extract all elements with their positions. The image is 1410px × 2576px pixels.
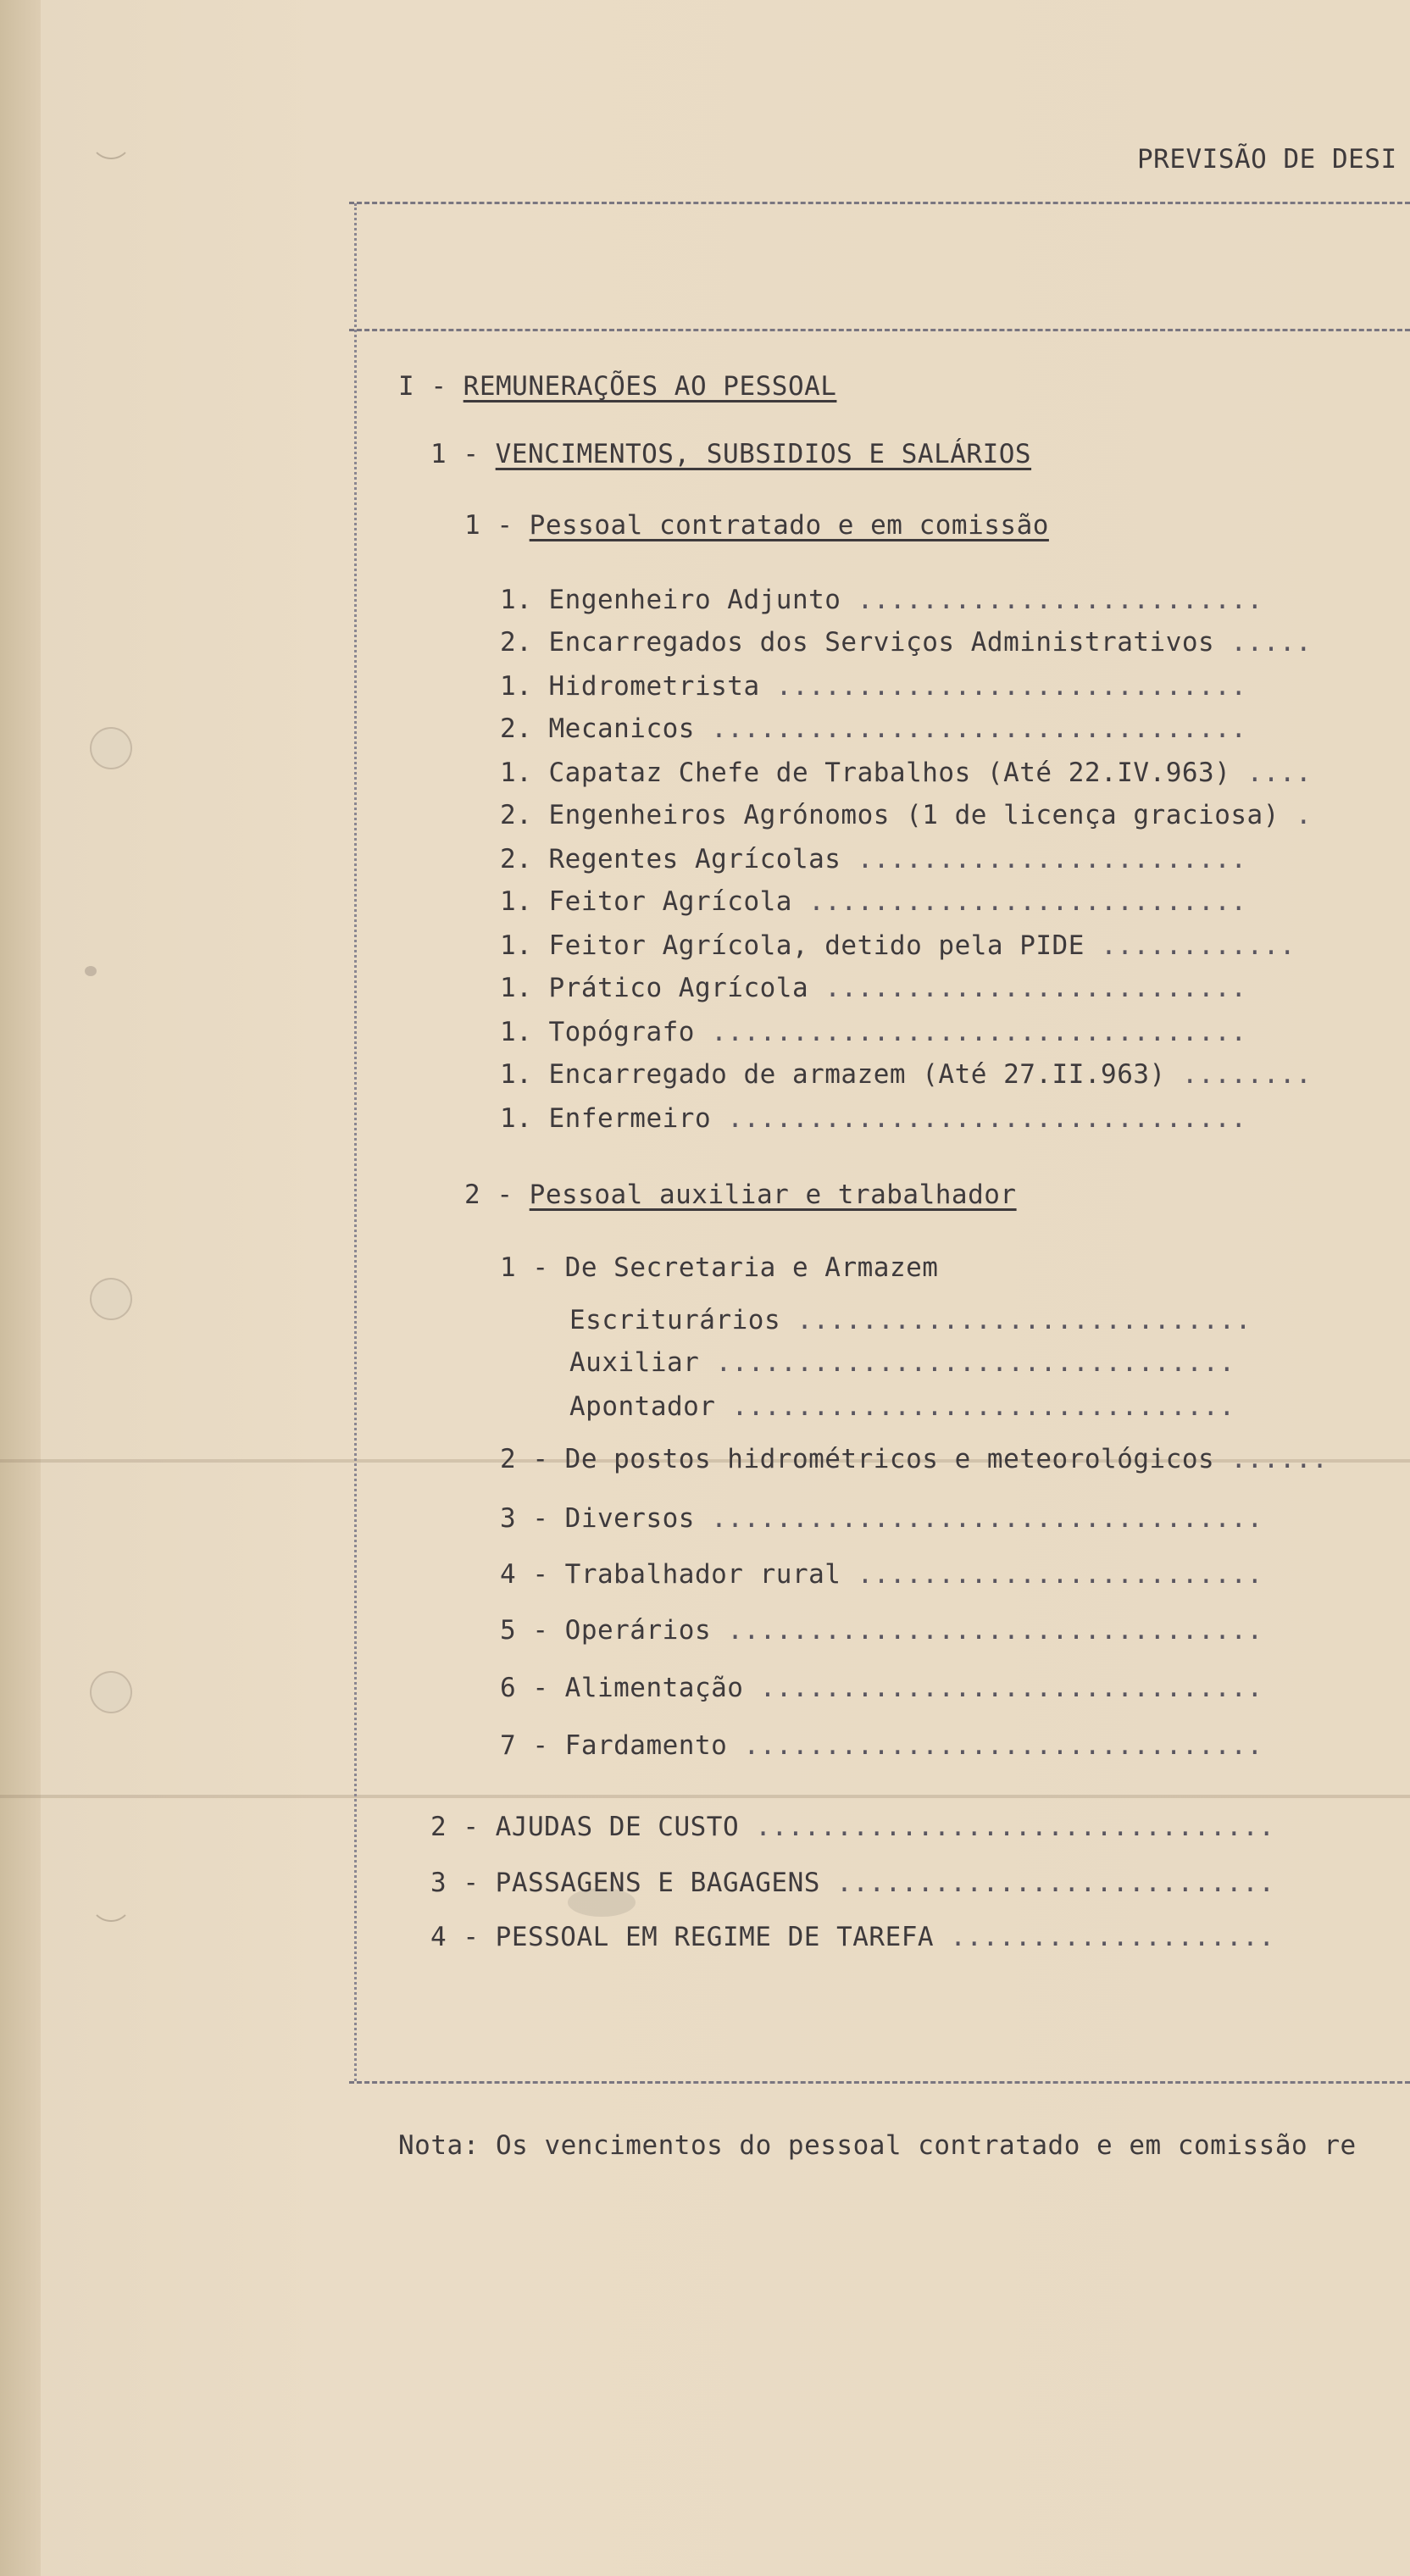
section-tarefa: 4 - PESSOAL EM REGIME DE TAREFA .................... [430, 1922, 1275, 1952]
subsection-secretaria: 1 - De Secretaria e Armazem [500, 1252, 939, 1283]
fold-crease-bottom [0, 1795, 1410, 1798]
punch-hole-1 [90, 727, 132, 769]
table-bottom-border [349, 2081, 1410, 2084]
punch-hole-top [90, 117, 132, 159]
section-pessoal-contratado [464, 508, 1049, 542]
list-item: 4 - Trabalhador rural ......................... [500, 1559, 1263, 1590]
list-item: Escriturários ............................ [569, 1305, 1252, 1335]
section-ajudas-custo: 2 - AJUDAS DE CUSTO ................................ [430, 1812, 1275, 1842]
list-item: 2. Encarregados dos Serviços Administrativos ..... [500, 627, 1313, 658]
punch-hole-2 [90, 1278, 132, 1320]
header-title: PREVISÃO DE DESI [1137, 144, 1397, 175]
section-remuneracoes [398, 369, 836, 403]
list-item: 6 - Alimentação ............................... [500, 1673, 1263, 1703]
section-title: REMUNERAÇÕES AO PESSOAL [463, 371, 837, 402]
list-item: 1. Feitor Agrícola, detido pela PIDE ............ [500, 930, 1296, 961]
section-number: I - [398, 371, 447, 402]
binding-margin [0, 0, 41, 2576]
list-item: 1. Prático Agrícola .......................... [500, 973, 1247, 1003]
list-item: 2 - De postos hidrométricos e meteorológicos ...... [500, 1444, 1329, 1474]
section-title: VENCIMENTOS, SUBSIDIOS E SALÁRIOS [495, 439, 1032, 469]
list-item: 1. Enfermeiro ................................ [500, 1103, 1247, 1134]
list-item: 1. Topógrafo ................................. [500, 1017, 1247, 1047]
section-number: 2 - [464, 1180, 513, 1210]
list-item: Auxiliar ................................ [569, 1347, 1235, 1378]
section-passagens: 3 - PASSAGENS E BAGAGENS ........................... [430, 1868, 1275, 1898]
list-item: 2. Regentes Agrícolas ........................ [500, 844, 1247, 874]
list-item: 5 - Operários ................................. [500, 1615, 1263, 1646]
list-item: 1. Engenheiro Adjunto ......................... [500, 585, 1263, 615]
section-number: 1 - [430, 439, 480, 469]
list-item: 2. Engenheiros Agrónomos (1 de licença graciosa) . [500, 800, 1313, 830]
ink-smudge [85, 966, 97, 976]
section-number: 1 - [464, 510, 513, 541]
section-pessoal-auxiliar [464, 1178, 1017, 1212]
section-vencimentos [430, 437, 1031, 471]
table-header-border [349, 329, 1410, 331]
list-item: 1. Capataz Chefe de Trabalhos (Até 22.IV.963) .... [500, 758, 1313, 788]
section-title: Pessoal auxiliar e trabalhador [529, 1180, 1017, 1210]
punch-hole-bottom [90, 1879, 132, 1922]
punch-hole-3 [90, 1671, 132, 1713]
list-item: 2. Mecanicos ................................. [500, 713, 1247, 744]
list-item: 3 - Diversos .................................. [500, 1503, 1263, 1534]
footnote: Nota: Os vencimentos do pessoal contratado e em comissão re [398, 2130, 1357, 2161]
list-item: 1. Encarregado de armazem (Até 27.II.963) ........ [500, 1059, 1313, 1090]
list-item: 1. Hidrometrista ............................. [500, 671, 1247, 702]
list-item: Apontador ............................... [569, 1391, 1235, 1422]
section-title: Pessoal contratado e em comissão [529, 510, 1049, 541]
table-top-border [349, 202, 1410, 204]
list-item: 7 - Fardamento ................................ [500, 1730, 1263, 1761]
list-item: 1. Feitor Agrícola ........................... [500, 886, 1247, 917]
table-left-border [354, 203, 357, 2081]
